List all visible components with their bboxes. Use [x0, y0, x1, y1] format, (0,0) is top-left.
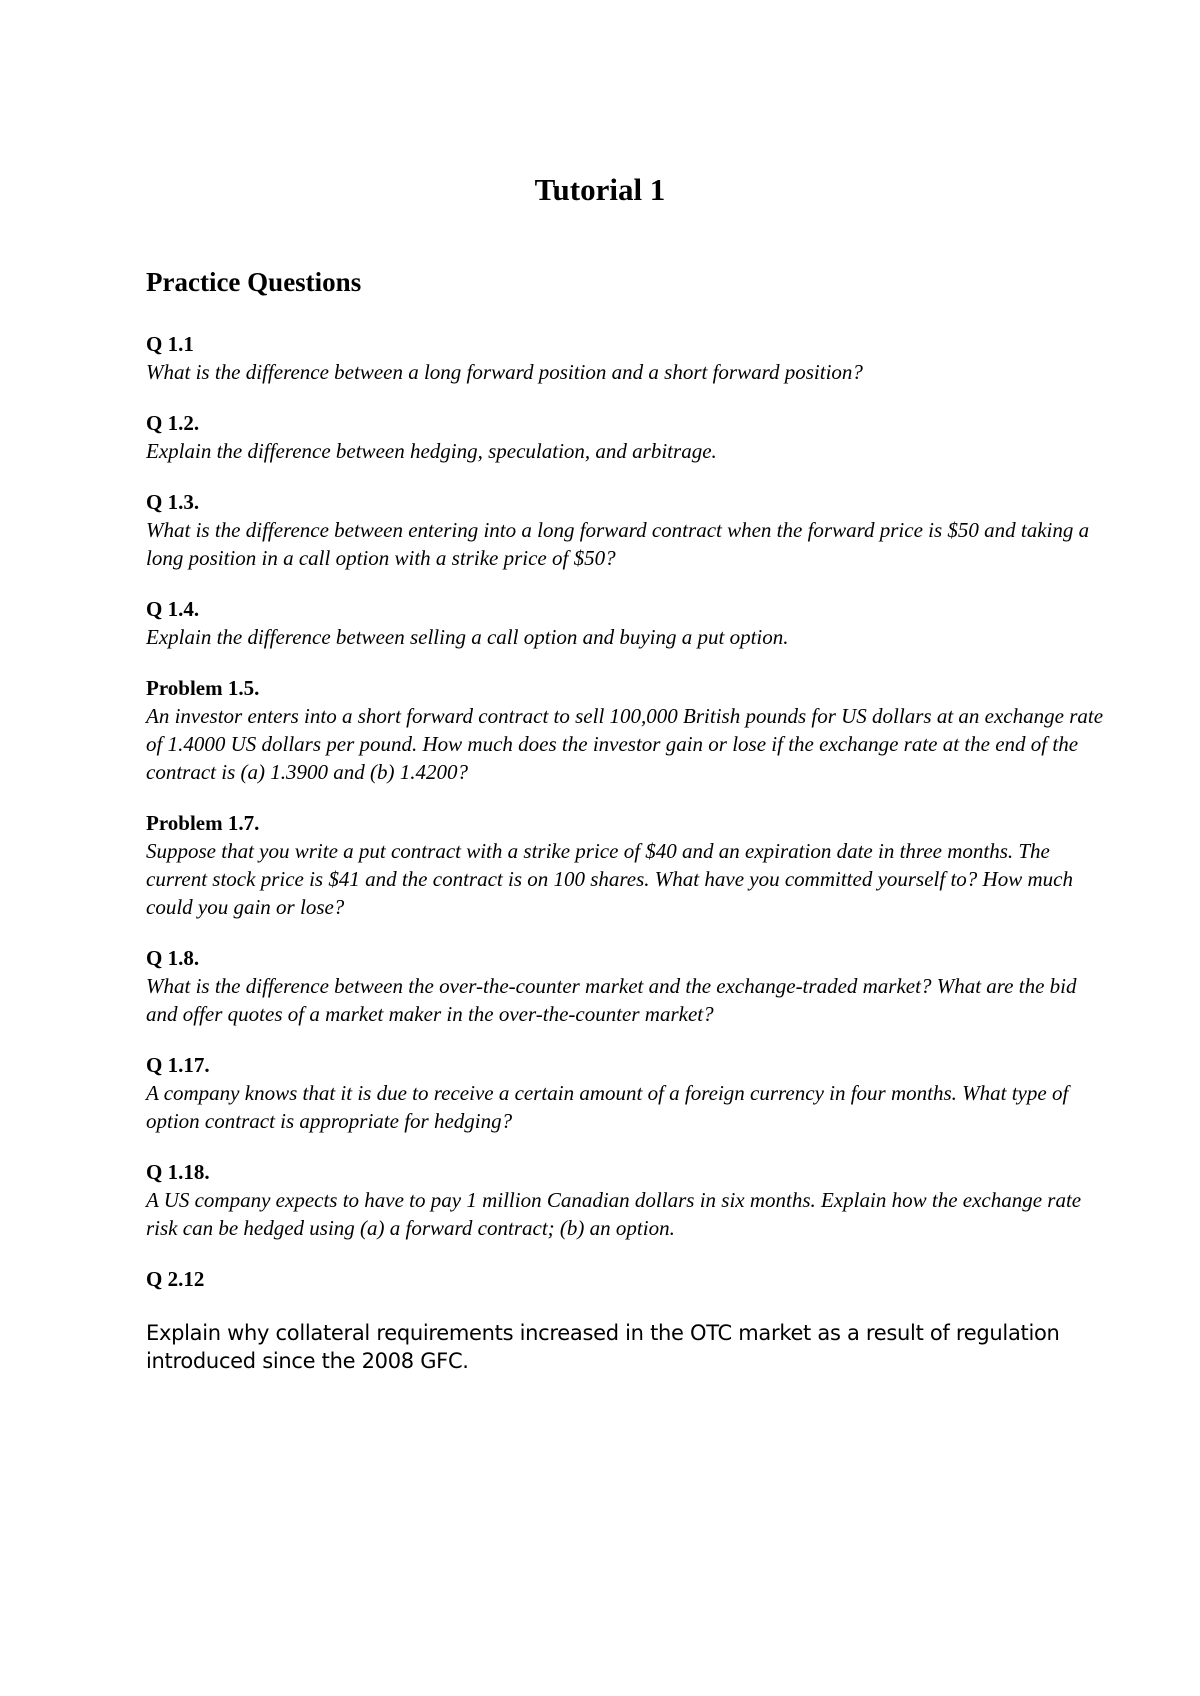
question-item [146, 674, 1106, 786]
question-text: What is the difference between the over-the-counter market and the exchange-traded market? What are the bid and offer quotes of a market maker in the over-the-counter market? [146, 974, 1077, 1026]
question-text: A company knows that it is due to receive a certain amount of a foreign currency in four months. What type of option contract is appropriate for hedging? [146, 1081, 1069, 1133]
question-label: Q 1.3. [146, 490, 200, 514]
question-label: Q 1.4. [146, 597, 200, 621]
question-item [146, 1051, 1106, 1135]
question-text: Suppose that you write a put contract with a strike price of $40 and an expiration date in three months. The current stock price is $41 and the contract is on 100 shares. What have you committed yourself to? How much could you gain or lose? [146, 839, 1073, 919]
question-text: Explain the difference between selling a call option and buying a put option. [146, 625, 789, 649]
question-item [146, 488, 1106, 572]
question-text: Explain why collateral requirements increased in the OTC market as a result of regulation introduced since the 2008 GFC. [146, 1321, 1060, 1373]
question-item [146, 1158, 1106, 1242]
question-text: An investor enters into a short forward contract to sell 100,000 British pounds for US dollars at an exchange rate of 1.4000 US dollars per pound. How much does the investor gain or lose if the exchange rate at the end of the contract is (a) 1.3900 and (b) 1.4200? [146, 704, 1104, 784]
question-text: What is the difference between entering into a long forward contract when the forward price is $50 and taking a long position in a call option with a strike price of $50? [146, 518, 1090, 570]
question-item [146, 1265, 1106, 1375]
question-list [146, 330, 1106, 1398]
question-label: Q 1.2. [146, 411, 200, 435]
question-item [146, 595, 1106, 651]
question-item [146, 809, 1106, 921]
question-text: What is the difference between a long forward position and a short forward position? [146, 360, 863, 384]
question-text: Explain the difference between hedging, speculation, and arbitrage. [146, 439, 717, 463]
question-label: Q 1.18. [146, 1160, 210, 1184]
section-heading: Practice Questions [146, 267, 362, 297]
question-label: Problem 1.5. [146, 676, 260, 700]
question-item [146, 409, 1106, 465]
question-label: Q 1.1 [146, 332, 194, 356]
question-label: Q 1.8. [146, 946, 200, 970]
question-label: Q 1.17. [146, 1053, 210, 1077]
question-item [146, 944, 1106, 1028]
question-label: Problem 1.7. [146, 811, 260, 835]
document-title: Tutorial 1 [534, 172, 666, 207]
question-item [146, 330, 1106, 386]
question-label: Q 2.12 [146, 1267, 205, 1291]
question-text: A US company expects to have to pay 1 million Canadian dollars in six months. Explain how the exchange rate risk can be hedged using (a) a forward contract; (b) an option. [146, 1188, 1082, 1240]
